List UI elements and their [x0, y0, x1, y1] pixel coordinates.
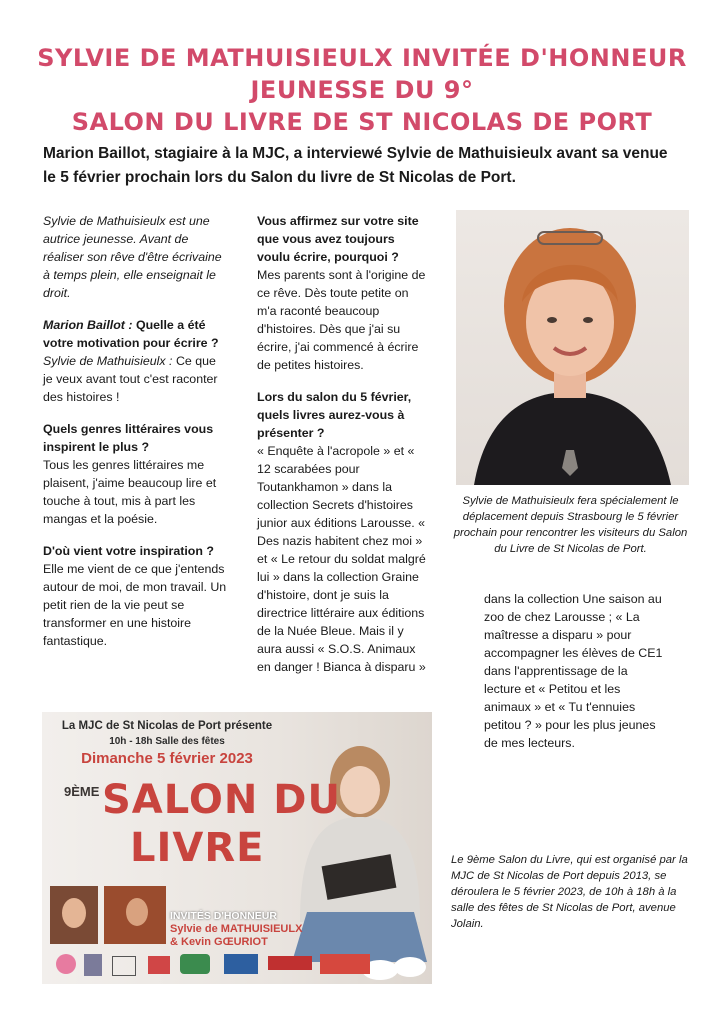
poster-edition: 9ÈME — [64, 784, 100, 799]
poster-presents: La MJC de St Nicolas de Port présente — [61, 720, 273, 732]
sponsor-logo-8 — [320, 954, 370, 974]
lead-paragraph: Marion Baillot, stagiaire à la MJC, a interviewé Sylvie de Mathuisieulx avant sa venue le 5 février prochain lors du Salon du livre de St Nicolas de Port. — [43, 145, 668, 186]
question-4: Vous affirmez sur votre site que vous avez toujours voulu écrire, pourquoi ? — [257, 214, 419, 264]
sponsor-logo-7 — [268, 956, 312, 970]
portrait-illustration — [456, 210, 689, 485]
question-3: D'où vient votre inspiration ? — [43, 544, 214, 558]
column-3 — [484, 590, 664, 766]
poster-salon: SALON DU — [102, 777, 341, 823]
sponsor-logo-6 — [224, 954, 258, 974]
answer-5-continued: dans la collection Une saison au zoo de chez Larousse ; « La maîtresse a disparu » pour accompagner les élèves de CE1 dans l'apprentissage de la lecture et « Petitou et les animaux » et « Tu t'ennuies petitou ? » pour les plus jeunes de mes lecteurs. — [484, 592, 663, 750]
question-4-block — [257, 212, 427, 374]
sponsor-logos-row — [56, 950, 386, 980]
title-line-2: SALON DU LIVRE DE ST NICOLAS DE PORT — [71, 108, 653, 136]
question-2: Quels genres littéraires vous inspirent le plus ? — [43, 422, 214, 454]
sponsor-logo-4 — [148, 956, 170, 974]
answer-2: Tous les genres littéraires me plaisent, j'aime beaucoup lire et touche à tout, mis à part les mangas et la poésie. — [43, 458, 217, 526]
photo-caption: Sylvie de Mathuisieulx fera spécialement le déplacement depuis Strasbourg le 5 février prochain pour rencontrer les visiteurs du Salon du Livre de St Nicolas de Port. — [453, 495, 688, 555]
question-1-block — [43, 316, 228, 406]
question-5: Lors du salon du 5 février, quels livres aurez-vous à présenter ? — [257, 390, 412, 440]
answer-4: Mes parents sont à l'origine de ce rêve. Dès toute petite on m'a raconté beaucoup d'histoires. Dès que j'ai su écrire, j'ai commencé à écrire de petites histoires. — [257, 268, 426, 372]
question-2-block — [43, 420, 228, 528]
answer-5: « Enquête à l'acropole » et « 12 scarabées pour Toutankhamon » dans la collection Secrets d'histoires junior aux éditions Larousse. « Des nazis habitent chez moi » et « Le retour du soldat malgré lui » dans la collection Graine d'histoire, dont je suis la directrice littéraire aux éditions de la Nuée Bleue. Mais il y aura aussi « S.O.S. Animaux en danger ! Bianca à disparu » — [257, 444, 426, 674]
question-1-speaker: Marion Baillot : — [43, 318, 133, 332]
poster-guests-label: INVITÉS D'HONNEUR — [170, 910, 277, 922]
question-3-block — [43, 542, 228, 650]
sponsor-logo-2 — [84, 954, 102, 976]
answer-1: Ce que je veux avant tout c'est raconter des histoires ! — [43, 354, 218, 404]
poster-guest-1: Sylvie de MATHUISIEULX — [170, 923, 303, 935]
answer-3: Elle me vient de ce que j'entends autour de moi, de mon travail. Un petit rien de la vie peut se transformer en une histoire fantastique. — [43, 562, 227, 648]
article-title — [20, 42, 704, 138]
guest-photo-2 — [104, 886, 166, 944]
poster-guest-2: & Kevin GŒURIOT — [170, 936, 268, 948]
poster-date: Dimanche 5 février 2023 — [81, 750, 253, 767]
event-poster — [42, 712, 432, 984]
answer-1-speaker: Sylvie de Mathuisieulx : — [43, 354, 173, 368]
column-1 — [43, 212, 228, 664]
author-portrait-photo — [456, 210, 689, 485]
sponsor-logo-3 — [112, 956, 136, 976]
poster-caption: Le 9ème Salon du Livre, qui est organisé par la MJC de St Nicolas de Port depuis 2013, se déroulera le 5 février 2023, de 10h à 18h à la salle des fêtes de St Nicolas de Port, avenue Jolain. — [451, 854, 688, 930]
question-1: Quelle a été votre motivation pour écrire ? — [43, 318, 219, 350]
sponsor-logo-1 — [56, 954, 76, 974]
question-5-block — [257, 388, 427, 676]
column-2 — [257, 212, 427, 690]
title-line-1: SYLVIE DE MATHUISIEULX INVITÉE D'HONNEUR JEUNESSE DU 9° — [37, 44, 687, 104]
poster-livre: LIVRE — [130, 825, 265, 871]
intro-paragraph: Sylvie de Mathuisieulx est une autrice jeunesse. Avant de réaliser son rêve d'être écrivaine à temps plein, elle enseignait le droit. — [43, 214, 222, 300]
sponsor-logo-5 — [180, 954, 210, 974]
guest-photo-1 — [50, 886, 98, 944]
poster-hours: 10h - 18h Salle des fêtes — [109, 736, 225, 747]
